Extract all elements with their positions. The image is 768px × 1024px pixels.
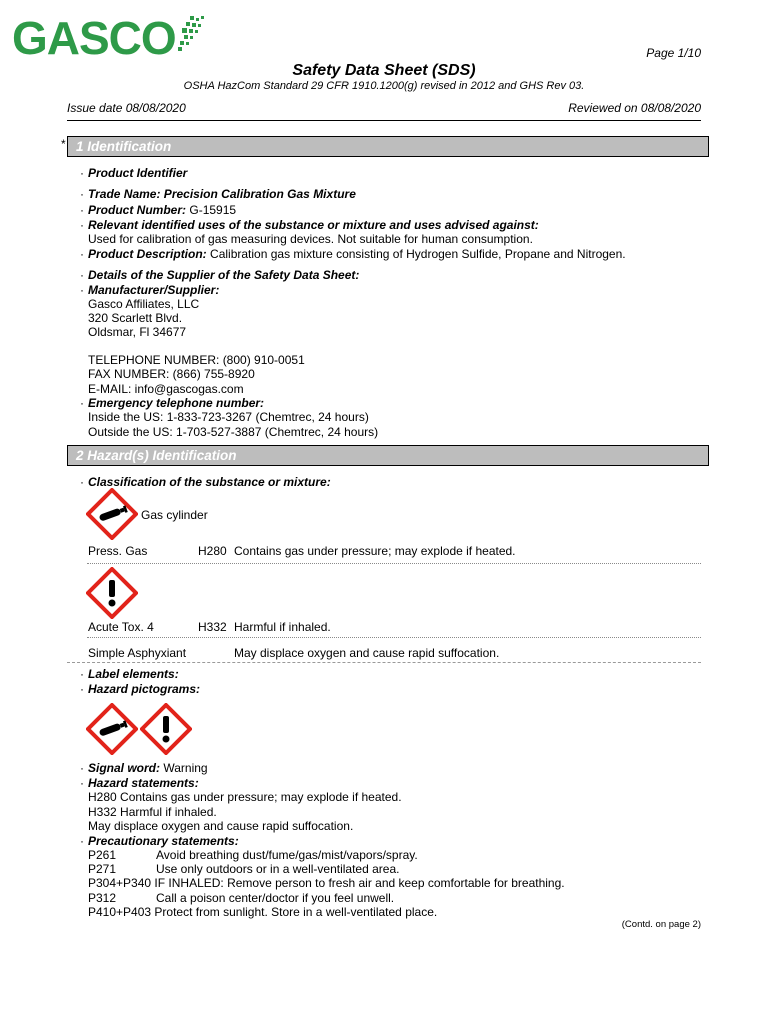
gas-cylinder-caption: Gas cylinder (141, 508, 208, 522)
logo-dots-icon (160, 16, 206, 56)
dashed-divider (67, 662, 701, 663)
manufacturer-label: · Manufacturer/Supplier: (80, 283, 220, 297)
email-address: E-MAIL: info@gascogas.com (88, 382, 244, 396)
gasco-logo (12, 14, 202, 62)
hazard-statement: May displace oxygen and cause rapid suffocation. (88, 819, 354, 833)
company-street: 320 Scarlett Blvd. (88, 311, 183, 325)
company-city: Oldsmar, Fl 34677 (88, 325, 187, 339)
gas-cylinder-pictogram-icon (86, 488, 138, 540)
emergency-outside: Outside the US: 1-703-527-3887 (Chemtrec, 24 hours) (88, 425, 379, 439)
precautionary-statement: P410+P403 Protect from sunlight. Store in a well-ventilated place. (88, 905, 438, 919)
precautionary-statement: P304+P340 IF INHALED: Remove person to fresh air and keep comfortable for breathing. (88, 876, 565, 890)
hazard-pictograms-label: · Hazard pictograms: (80, 682, 201, 696)
label-elements: · Label elements: (80, 667, 179, 681)
reviewed-date: Reviewed on 08/08/2020 (568, 101, 701, 115)
document-title: Safety Data Sheet (SDS) (292, 62, 476, 79)
precautionary-statement: P261 Avoid breathing dust/fume/gas/mist/vapors/spray. (88, 848, 418, 862)
exclamation-mark-pictogram-icon (86, 567, 138, 619)
document-subtitle: OSHA HazCom Standard 29 CFR 1910.1200(g) revised in 2012 and GHS Rev 03. (183, 80, 585, 92)
dotted-divider (87, 563, 701, 564)
fax-number: FAX NUMBER: (866) 755-8920 (88, 367, 255, 381)
company-name: Gasco Affiliates, LLC (88, 297, 200, 311)
trade-name: · Trade Name: Precision Calibration Gas Mixture (80, 187, 356, 201)
supplier-details: · Details of the Supplier of the Safety Data Sheet: (80, 268, 360, 282)
product-identifier: · Product Identifier (80, 166, 188, 180)
precautionary-statement: P312 Call a poison center/doctor if you feel unwell. (88, 891, 395, 905)
relevant-uses-label: · Relevant identified uses of the substance or mixture and uses advised against: (80, 218, 539, 232)
precautionary-label: · Precautionary statements: (80, 834, 239, 848)
hazard-row-press-gas: Press. Gas H280 Contains gas under pressure; may explode if heated. (88, 544, 516, 558)
exclamation-mark-pictogram-icon (140, 703, 192, 755)
header-rule (67, 120, 701, 121)
section-2-heading: 2 Hazard(s) Identification (67, 445, 709, 466)
dotted-divider (87, 637, 701, 638)
section-1-heading: 1 Identification (67, 136, 709, 157)
signal-word: · Signal word: Warning (80, 761, 208, 775)
revision-mark: * (61, 137, 66, 151)
emergency-label: · Emergency telephone number: (80, 396, 265, 410)
precautionary-statement: P271 Use only outdoors or in a well-ventilated area. (88, 862, 400, 876)
hazard-statement: H332 Harmful if inhaled. (88, 805, 217, 819)
logo-text: GASCO (12, 12, 176, 64)
hazard-statement: H280 Contains gas under pressure; may explode if heated. (88, 790, 402, 804)
classification-label: · Classification of the substance or mixture: (80, 475, 331, 489)
hazard-statements-label: · Hazard statements: (80, 776, 199, 790)
telephone-number: TELEPHONE NUMBER: (800) 910-0051 (88, 353, 305, 367)
product-number: · Product Number: G-15915 (80, 203, 237, 217)
page-number: Page 1/10 (646, 46, 701, 60)
hazard-row-acute-tox: Acute Tox. 4 H332 Harmful if inhaled. (88, 620, 331, 634)
issue-date: Issue date 08/08/2020 (67, 101, 186, 115)
hazard-row-asphyxiant: Simple Asphyxiant May displace oxygen and cause rapid suffocation. (88, 646, 500, 660)
relevant-uses: Used for calibration of gas measuring devices. Not suitable for human consumption. (88, 232, 533, 246)
gas-cylinder-pictogram-icon (86, 703, 138, 755)
product-description: · Product Description: Calibration gas mixture consisting of Hydrogen Sulfide, Propane and Nitrogen. (80, 247, 626, 261)
continued-note: (Contd. on page 2) (621, 919, 701, 930)
emergency-us: Inside the US: 1-833-723-3267 (Chemtrec, 24 hours) (88, 410, 369, 424)
